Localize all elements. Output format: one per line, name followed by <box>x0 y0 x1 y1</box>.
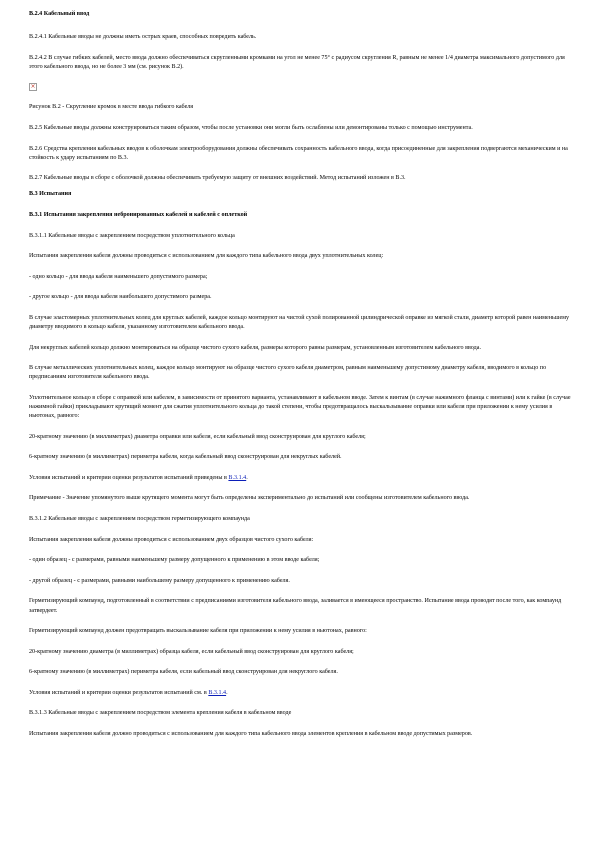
section-heading: В.3.1 Испытания закрепления небронированных кабелей и кабелей с оплеткой <box>29 211 248 218</box>
paragraph: Уплотнительное кольцо в сборе с оправкой или кабелем, в зависимости от принятого варианта, устанавливают в кабельном вводе. Затем к винтам (в случае нажимного фланца с винтами) или к гайке (в случае нажимной гайки) прикладывают крутящий момент для сжатия уплотнительного кольца до такой степени, чтобы предотвращалось выскальзывание оправки или кабеля при приложении к нему усилия в ньютонах, равного: <box>29 394 571 420</box>
paragraph: Герметизирующий компаунд, подготовленный в соответствии с предписаниями изготовителя кабельного ввода, заливается в имеющееся пространство. Испытание ввода проводят после того, как компаунд затвердеет. <box>29 598 562 614</box>
subsection-heading: В.3.1.1 Кабельные вводы с закреплением посредством уплотнительного кольца <box>29 232 235 239</box>
paragraph: 20-кратному значению диаметра (в миллиметрах) образца кабеля, если кабельный ввод сконструирован для круглого кабеля; <box>29 648 354 655</box>
paragraph: В.2.4.2 В случае гибких кабелей, место ввода должно обеспечиваться скругленными кромками на угол не менее 75° с радиусом скругления R, равным не менее 1/4 диаметра максимального допустимого для этого кабельного ввода, но не более 3 мм (см. рисунок В.2). <box>29 54 565 70</box>
paragraph: В.2.7 Кабельные вводы в сборе с оболочкой должны обеспечивать требуемую защиту от внешних воздействий. Метод испытаний изложен в В.3. <box>29 175 406 182</box>
paragraph: В.2.4.1 Кабельные вводы не должны иметь острых краев, способных повредить кабель. <box>29 34 257 41</box>
paragraph: 6-кратному значению (в миллиметрах) периметра кабеля, если кабельный ввод сконструирован для некруглого кабеля. <box>29 669 338 676</box>
paragraph: В случае металлических уплотнительных колец, каждое кольцо монтируют на образце чистого сухого кабеля диаметром, равным наименьшему допустимому диаметру кабеля, вводимого в кольцо по предписаниям изготовителя кабельного ввода. <box>29 365 547 381</box>
paragraph: Испытания закрепления кабеля должны проводиться с использованием для каждого типа кабельного ввода двух уплотнительных колец: <box>29 253 384 260</box>
paragraph <box>29 474 571 483</box>
list-item: - один образец - с размерами, равными наименьшему размеру допущенного к применению в этом вводе кабеля; <box>29 557 320 564</box>
paragraph-text: . <box>226 689 228 696</box>
broken-image-icon <box>29 83 37 91</box>
paragraph: В.2.5 Кабельные вводы должны конструироваться таким образом, чтобы после установки они могли быть ослаблены или демонтированы только с помощью инструмента. <box>29 124 473 131</box>
paragraph: Для некруглых кабелей кольцо должно монтироваться на образце чистого сухого кабеля, размеры которого равны размерам, установленным изготовителем кабельного ввода. <box>29 344 481 351</box>
paragraph-text: Условия испытаний и критерии оценки результатов испытаний приведены в <box>29 474 229 481</box>
paragraph: Испытания закрепления кабеля должны проводиться с использованием двух образцов чистого сухого кабеля: <box>29 536 314 543</box>
section-heading: В.2.4 Кабельный ввод <box>29 11 90 17</box>
note: Примечание - Значение упомянутого выше крутящего момента могут быть определены экспериментально до испытаний или сообщены изготовителем кабельного ввода. <box>29 495 470 502</box>
section-heading: В.3 Испытания <box>29 191 72 198</box>
paragraph <box>29 689 571 698</box>
paragraph: В случае эластомерных уплотнительных колец для круглых кабелей, каждое кольцо монтируют на чистой сухой полированной цилиндрической оправке из мягкой стали, диаметр которой равен наименьшему диаметру вводимого в кольцо кабеля, указанному изготовителем кабельного ввода. <box>29 314 570 330</box>
list-item: - другой образец - с размерами, равными наибольшему размеру допущенного к применению кабеля. <box>29 577 290 584</box>
list-item: - другое кольцо - для ввода кабеля наибольшего допустимого размера. <box>29 294 212 301</box>
link-b314[interactable]: В.3.1.4 <box>228 474 247 481</box>
paragraph: В.2.6 Средства крепления кабельных вводов к оболочкам электрооборудования должны обеспечивать сохранность кабельного ввода, когда присоединенные для закрепления подвергаются механическим и на стойкость к удару испытаниям по В.3. <box>29 145 568 161</box>
paragraph-text: . <box>246 474 248 481</box>
paragraph: Испытания закрепления кабеля должно проводиться с использованием для каждого типа кабельного ввода элементов крепления в кабельном вводе допустимых размеров. <box>29 731 473 738</box>
subsection-heading: В.3.1.3 Кабельные вводы с закреплением посредством элемента крепления кабеля в кабельном вводе <box>29 710 292 717</box>
list-item: - одно кольцо - для ввода кабеля наименьшего допустимого размера; <box>29 273 208 280</box>
broken-image-x-icon: × <box>30 83 36 91</box>
link-b314[interactable]: В.3.1.4 <box>208 689 227 696</box>
paragraph: Герметизирующий компаунд должен предотвращать выскальзывание кабеля при приложении к нему усилия в ньютонах, равного: <box>29 628 367 635</box>
paragraph: 20-кратному значению (в миллиметрах) диаметра оправки или кабеля, если кабельный ввод сконструирован для круглого кабеля; <box>29 433 366 440</box>
figure-caption: Рисунок В.2 - Скругление кромок в месте ввода гибкого кабеля <box>29 104 194 111</box>
document-page <box>29 10 571 751</box>
paragraph: 6-кратному значению (в миллиметрах) периметра кабеля, когда кабельный ввод сконструирован для некруглых кабелей. <box>29 454 342 461</box>
subsection-heading: В.3.1.2 Кабельные вводы с закреплением посредством герметизирующего компаунда <box>29 516 250 523</box>
paragraph-text: Условия испытаний и критерии оценки результатов испытаний см. в <box>29 689 209 696</box>
